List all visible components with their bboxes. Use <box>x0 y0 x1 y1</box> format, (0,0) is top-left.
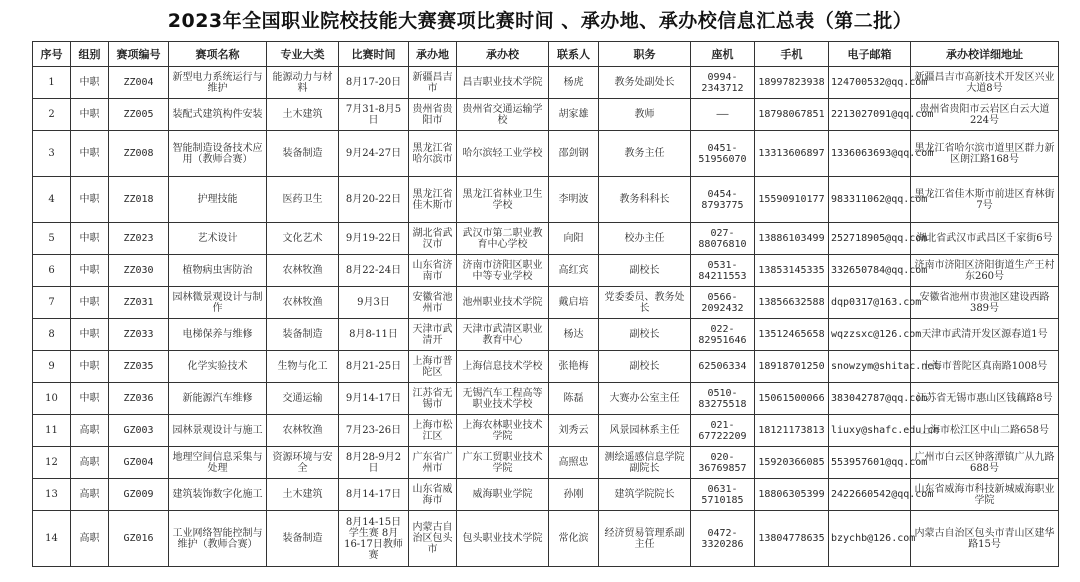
table-cell: 教务处副处长 <box>599 67 691 99</box>
table-cell: 0531-84211553 <box>691 255 755 287</box>
table-cell: 天津市武清区职业教育中心 <box>457 319 549 351</box>
table-cell: liuxy@shafc.edu.cn <box>829 415 911 447</box>
table-cell: 山东省威海市 <box>409 479 457 511</box>
header-cell: 承办校详细地址 <box>911 42 1059 67</box>
table-cell: ZZ035 <box>109 351 169 383</box>
table-cell: 13853145335 <box>755 255 829 287</box>
table-cell: 0451-51956070 <box>691 131 755 177</box>
table-row <box>33 287 1059 319</box>
table-cell: 黑龙江省佳木斯市 <box>409 177 457 223</box>
table-cell: 中职 <box>71 131 109 177</box>
table-row <box>33 511 1059 567</box>
table-row <box>33 479 1059 511</box>
table-row <box>33 223 1059 255</box>
table-cell: 553957601@qq.com <box>829 447 911 479</box>
table-cell: GZ016 <box>109 511 169 567</box>
table-cell: 4 <box>33 177 71 223</box>
table-cell: 天津市武清开发区源春道1号 <box>911 319 1059 351</box>
table-row <box>33 351 1059 383</box>
table-cell: 13804778635 <box>755 511 829 567</box>
table-cell: ZZ030 <box>109 255 169 287</box>
table-cell: 18121173813 <box>755 415 829 447</box>
table-cell: 8月22-24日 <box>339 255 409 287</box>
table-cell: ZZ023 <box>109 223 169 255</box>
table-cell: 9月19-22日 <box>339 223 409 255</box>
table-cell: 安徽省池州市贵池区建设西路389号 <box>911 287 1059 319</box>
table-cell: 8 <box>33 319 71 351</box>
table-cell: 湖北省武汉市武昌区千家街6号 <box>911 223 1059 255</box>
table-cell: 2 <box>33 99 71 131</box>
table-cell: 中职 <box>71 177 109 223</box>
header-cell: 职务 <box>599 42 691 67</box>
table-cell: 建筑学院院长 <box>599 479 691 511</box>
table-cell: GZ004 <box>109 447 169 479</box>
table-cell: 电梯保养与维修 <box>169 319 267 351</box>
table-cell: 农林牧渔 <box>267 415 339 447</box>
table-cell: 18798067851 <box>755 99 829 131</box>
table-cell: 中职 <box>71 255 109 287</box>
table-cell: 8月14-17日 <box>339 479 409 511</box>
table-cell: 大赛办公室主任 <box>599 383 691 415</box>
table-cell: 向阳 <box>549 223 599 255</box>
table-cell: 983311062@qq.com <box>829 177 911 223</box>
table-cell: 农林牧渔 <box>267 255 339 287</box>
table-cell: snowzym@shitac.net <box>829 351 911 383</box>
table-cell: 8月8-11日 <box>339 319 409 351</box>
table-cell: 交通运输 <box>267 383 339 415</box>
table-cell: 中职 <box>71 351 109 383</box>
table-cell: 9 <box>33 351 71 383</box>
header-cell: 联系人 <box>549 42 599 67</box>
header-cell: 赛项名称 <box>169 42 267 67</box>
table-cell: 教务科科长 <box>599 177 691 223</box>
table-cell: ZZ008 <box>109 131 169 177</box>
table-cell: 新疆昌吉市 <box>409 67 457 99</box>
table-cell: 智能制造设备技术应用（教师合赛） <box>169 131 267 177</box>
header-cell: 电子邮箱 <box>829 42 911 67</box>
table-row <box>33 99 1059 131</box>
table-cell: 校办主任 <box>599 223 691 255</box>
table-body <box>33 67 1059 567</box>
header-cell: 承办校 <box>457 42 549 67</box>
table-header-row <box>33 42 1059 67</box>
table-cell: 黑龙江省林业卫生学校 <box>457 177 549 223</box>
table-cell: 0510-83275518 <box>691 383 755 415</box>
table-cell: 李明波 <box>549 177 599 223</box>
table-cell: 14 <box>33 511 71 567</box>
table-cell: 黑龙江省佳木斯市前进区育林街7号 <box>911 177 1059 223</box>
table-cell: 新能源汽车维修 <box>169 383 267 415</box>
table-cell: 020-36769857 <box>691 447 755 479</box>
table-cell: ZZ018 <box>109 177 169 223</box>
table-cell: 新疆昌吉市高新技术开发区兴业大道8号 <box>911 67 1059 99</box>
table-cell: ZZ005 <box>109 99 169 131</box>
table-cell: 上海市普陀区真南路1008号 <box>911 351 1059 383</box>
table-cell: 经济贸易管理系副主任 <box>599 511 691 567</box>
table-cell: 江苏省无锡市 <box>409 383 457 415</box>
table-cell: 中职 <box>71 383 109 415</box>
table-cell: 农林牧渔 <box>267 287 339 319</box>
table-cell: 7月31-8月5日 <box>339 99 409 131</box>
table-cell: 园林景观设计与施工 <box>169 415 267 447</box>
table-cell: 高职 <box>71 479 109 511</box>
table-cell: 土木建筑 <box>267 479 339 511</box>
header-cell: 赛项编号 <box>109 42 169 67</box>
table-cell: 上海信息技术学校 <box>457 351 549 383</box>
table-cell: 上海市普陀区 <box>409 351 457 383</box>
table-cell: 上海农林职业技术学院 <box>457 415 549 447</box>
table-cell: 教务主任 <box>599 131 691 177</box>
table-cell: 装备制造 <box>267 511 339 567</box>
table-cell: 6 <box>33 255 71 287</box>
table-cell: 12 <box>33 447 71 479</box>
table-cell: 济南市济阳区济阳街道生产王村东260号 <box>911 255 1059 287</box>
table-cell: 测绘遥感信息学院副院长 <box>599 447 691 479</box>
table-cell: 广东工贸职业技术学院 <box>457 447 549 479</box>
table-cell: 刘秀云 <box>549 415 599 447</box>
table-cell: 13512465658 <box>755 319 829 351</box>
table-cell: 副校长 <box>599 351 691 383</box>
table-cell: 贵州省交通运输学校 <box>457 99 549 131</box>
table-cell: 13886103499 <box>755 223 829 255</box>
table-row <box>33 415 1059 447</box>
table-cell: 8月14-15日学生赛 8月16-17日教师赛 <box>339 511 409 567</box>
table-cell: ZZ033 <box>109 319 169 351</box>
table-cell: 18918701250 <box>755 351 829 383</box>
table-cell: 内蒙古自治区包头市 <box>409 511 457 567</box>
table-cell: —— <box>691 99 755 131</box>
header-cell: 座机 <box>691 42 755 67</box>
table-cell: 332650784@qq.com <box>829 255 911 287</box>
table-cell: 0454-8793775 <box>691 177 755 223</box>
table-cell: 9月14-17日 <box>339 383 409 415</box>
table-cell: 13856632588 <box>755 287 829 319</box>
table-cell: 11 <box>33 415 71 447</box>
table-cell: 9月3日 <box>339 287 409 319</box>
table-cell: 陈磊 <box>549 383 599 415</box>
table-cell: wqzzsxc@126.com <box>829 319 911 351</box>
table-cell: 13313606897 <box>755 131 829 177</box>
table-cell: 8月17-20日 <box>339 67 409 99</box>
table-cell: 62506334 <box>691 351 755 383</box>
table-cell: 包头职业技术学院 <box>457 511 549 567</box>
table-cell: 9月24-27日 <box>339 131 409 177</box>
table-cell: 高职 <box>71 447 109 479</box>
table-cell: 济南市济阳区职业中等专业学校 <box>457 255 549 287</box>
table-cell: 杨达 <box>549 319 599 351</box>
header-cell: 序号 <box>33 42 71 67</box>
table-cell: 1 <box>33 67 71 99</box>
table-cell: 植物病虫害防治 <box>169 255 267 287</box>
table-cell: 生物与化工 <box>267 351 339 383</box>
table-cell: 建筑装饰数字化施工 <box>169 479 267 511</box>
table-cell: 艺术设计 <box>169 223 267 255</box>
table-cell: 孙刚 <box>549 479 599 511</box>
table-cell: 383042787@qq.com <box>829 383 911 415</box>
header-cell: 组别 <box>71 42 109 67</box>
table-row <box>33 383 1059 415</box>
table-cell: ZZ036 <box>109 383 169 415</box>
table-cell: 资源环境与安全 <box>267 447 339 479</box>
table-row <box>33 255 1059 287</box>
table-cell: 山东省威海市科技新城威海职业学院 <box>911 479 1059 511</box>
table-cell: 安徽省池州市 <box>409 287 457 319</box>
table-cell: 0631-5710185 <box>691 479 755 511</box>
table-cell: 装配式建筑构件安装 <box>169 99 267 131</box>
document-title: 2023年全国职业院校技能大赛赛项比赛时间 、承办地、承办校信息汇总表（第二批） <box>167 10 913 32</box>
table-cell: 无锡汽车工程高等职业技术学校 <box>457 383 549 415</box>
table-cell: 文化艺术 <box>267 223 339 255</box>
table-cell: ZZ004 <box>109 67 169 99</box>
table-cell: 戴启培 <box>549 287 599 319</box>
table-cell: 0994-2343712 <box>691 67 755 99</box>
table-cell: 贵州省贵阳市 <box>409 99 457 131</box>
table-cell: 13 <box>33 479 71 511</box>
table-cell: 高职 <box>71 511 109 567</box>
table-cell: 中职 <box>71 67 109 99</box>
table-cell: 中职 <box>71 287 109 319</box>
table-cell: 027-88076810 <box>691 223 755 255</box>
table-cell: 江苏省无锡市惠山区钱藕路8号 <box>911 383 1059 415</box>
table-cell: bzychb@126.com <box>829 511 911 567</box>
table-cell: 18997823938 <box>755 67 829 99</box>
table-cell: 工业网络智能控制与维护（教师合赛） <box>169 511 267 567</box>
table-cell: 黑龙江省哈尔滨市 <box>409 131 457 177</box>
table-cell: 护理技能 <box>169 177 267 223</box>
table-cell: 0472-3320286 <box>691 511 755 567</box>
summary-table <box>32 41 1059 567</box>
table-cell: 3 <box>33 131 71 177</box>
table-cell: 124700532@qq.com <box>829 67 911 99</box>
table-cell: 池州职业技术学院 <box>457 287 549 319</box>
table-cell: 高职 <box>71 415 109 447</box>
table-cell: 威海职业学院 <box>457 479 549 511</box>
table-cell: 杨虎 <box>549 67 599 99</box>
table-row <box>33 67 1059 99</box>
table-cell: 装备制造 <box>267 131 339 177</box>
table-cell: 副校长 <box>599 319 691 351</box>
table-cell: 哈尔滨轻工业学校 <box>457 131 549 177</box>
table-cell: 武汉市第二职业教育中心学校 <box>457 223 549 255</box>
table-cell: 黑龙江省哈尔滨市道里区群力新区朗江路168号 <box>911 131 1059 177</box>
table-cell: 10 <box>33 383 71 415</box>
table-cell: GZ003 <box>109 415 169 447</box>
table-cell: 贵州省贵阳市云岩区白云大道224号 <box>911 99 1059 131</box>
table-cell: dqp0317@163.com <box>829 287 911 319</box>
table-cell: 能源动力与材料 <box>267 67 339 99</box>
table-cell: 021-67722209 <box>691 415 755 447</box>
header-cell: 专业大类 <box>267 42 339 67</box>
table-cell: ZZ031 <box>109 287 169 319</box>
table-row <box>33 447 1059 479</box>
table-cell: 广东省广州市 <box>409 447 457 479</box>
table-cell: 2213027091@qq.com <box>829 99 911 131</box>
table-cell: 高红宾 <box>549 255 599 287</box>
table-cell: 内蒙古自治区包头市青山区建华路15号 <box>911 511 1059 567</box>
table-cell: 天津市武清开 <box>409 319 457 351</box>
table-cell: 医药卫生 <box>267 177 339 223</box>
table-cell: 15590910177 <box>755 177 829 223</box>
table-cell: 8月20-22日 <box>339 177 409 223</box>
table-cell: 1336063693@qq.com <box>829 131 911 177</box>
table-cell: 0566-2092432 <box>691 287 755 319</box>
table-cell: 5 <box>33 223 71 255</box>
table-cell: 18806305399 <box>755 479 829 511</box>
table-row <box>33 319 1059 351</box>
table-cell: GZ009 <box>109 479 169 511</box>
table-cell: 装备制造 <box>267 319 339 351</box>
table-cell: 中职 <box>71 99 109 131</box>
table-cell: 中职 <box>71 319 109 351</box>
table-cell: 2422660542@qq.com <box>829 479 911 511</box>
table-cell: 新型电力系统运行与维护 <box>169 67 267 99</box>
table-cell: 上海市松江区中山二路658号 <box>911 415 1059 447</box>
table-cell: 园林微景观设计与制作 <box>169 287 267 319</box>
table-cell: 张艳梅 <box>549 351 599 383</box>
table-cell: 252718905@qq.com <box>829 223 911 255</box>
header-cell: 承办地 <box>409 42 457 67</box>
table-cell: 风景园林系主任 <box>599 415 691 447</box>
table-cell: 山东省济南市 <box>409 255 457 287</box>
table-cell: 昌吉职业技术学院 <box>457 67 549 99</box>
table-cell: 土木建筑 <box>267 99 339 131</box>
table-cell: 中职 <box>71 223 109 255</box>
table-cell: 胡家雄 <box>549 99 599 131</box>
table-cell: 15061500066 <box>755 383 829 415</box>
table-cell: 地理空间信息采集与处理 <box>169 447 267 479</box>
table-cell: 8月21-25日 <box>339 351 409 383</box>
table-cell: 常化滨 <box>549 511 599 567</box>
table-cell: 高照忠 <box>549 447 599 479</box>
table-cell: 教师 <box>599 99 691 131</box>
table-cell: 上海市松江区 <box>409 415 457 447</box>
table-cell: 7 <box>33 287 71 319</box>
table-cell: 邵剑钢 <box>549 131 599 177</box>
table-cell: 广州市白云区钟落潭镇广从九路688号 <box>911 447 1059 479</box>
header-cell: 手机 <box>755 42 829 67</box>
table-cell: 副校长 <box>599 255 691 287</box>
header-cell: 比赛时间 <box>339 42 409 67</box>
table-cell: 8月28-9月2日 <box>339 447 409 479</box>
table-cell: 湖北省武汉市 <box>409 223 457 255</box>
table-cell: 15920366085 <box>755 447 829 479</box>
table-cell: 化学实验技术 <box>169 351 267 383</box>
table-cell: 7月23-26日 <box>339 415 409 447</box>
table-cell: 022-82951646 <box>691 319 755 351</box>
table-cell: 党委委员、教务处长 <box>599 287 691 319</box>
table-row <box>33 177 1059 223</box>
table-row <box>33 131 1059 177</box>
